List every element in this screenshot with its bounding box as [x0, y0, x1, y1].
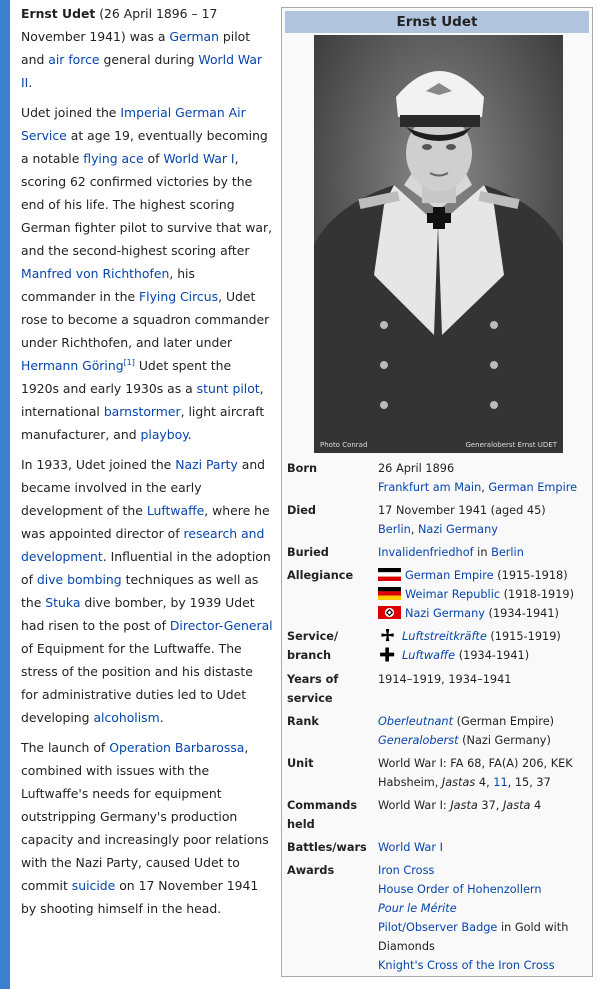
- link-flying-ace[interactable]: flying ace: [83, 151, 144, 166]
- infobox: Ernst Udet Photo Conrad Generaloberst Ernst UDET Born 26 April 1896 Frankfurt am Main, German Empire Died 17 November 1941 (aged 45) Berlin, Nazi Germany Buried Invalidenfriedhof in Berlin Allegiance German Empire (1915-1918) Weimar Republic (1918-1919) Nazi Germany (1934-1941) Service/ branch Luftstreitkräfte (1915-1919) Luftwaffe (1934-1941) Years of service 1914–1919, 1934–1941 Rank Oberleutnant (German Empire) Generaloberst (Nazi Germany) Unit World War I: FA 68, FA(A) 206, KEK Habsheim, Jastas 4, 11, 15, 37 Commands held World War I: Jasta 37, Jasta 4 Battles/wars World War I Awards Iron Cross House Order of Hohenzollern Pour le Mérite Pilot/Observer Badge in Gold with Diamonds Knight's Cross of the Iron Cross: [281, 7, 593, 977]
- iron-cross-icon: [378, 627, 398, 644]
- subject-name: Ernst Udet: [21, 6, 96, 21]
- label-allegiance: Allegiance: [287, 569, 354, 582]
- portrait-photo-image: [314, 35, 563, 453]
- weimar-republic-flag-icon: [378, 587, 401, 600]
- link-director-general[interactable]: Director-General: [169, 618, 273, 633]
- link-nazi-germany[interactable]: Nazi Germany: [405, 607, 485, 620]
- link-stunt-pilot[interactable]: stunt pilot: [196, 381, 260, 396]
- label-service-years: service: [287, 692, 333, 705]
- link-oberleutnant[interactable]: Oberleutnant: [378, 715, 454, 728]
- reference-link[interactable]: [1]: [123, 357, 135, 367]
- label-born: Born: [287, 462, 317, 475]
- years-of-service-value: 1914–1919, 1934–1941: [378, 673, 512, 686]
- died-date: 17 November 1941 (aged 45): [378, 504, 546, 517]
- born-date: 26 April 1896: [378, 462, 455, 475]
- link-weimar-republic[interactable]: Weimar Republic: [405, 588, 501, 601]
- link-imperial-german-air-service[interactable]: Imperial German Air Service: [21, 105, 246, 143]
- commands-value: World War I: Jasta 37, Jasta 4: [378, 799, 542, 812]
- link-berlin-buried[interactable]: Berlin: [491, 546, 524, 559]
- link-generaloberst[interactable]: Generaloberst: [378, 734, 459, 747]
- german-empire-flag-icon: [378, 568, 401, 581]
- label-died: Died: [287, 504, 316, 517]
- allegiance-german-empire: German Empire (1915-1918): [378, 566, 592, 585]
- link-manfred-von-richthofen[interactable]: Manfred von Richthofen: [21, 266, 170, 281]
- link-world-war-i-battles[interactable]: World War I: [378, 841, 443, 854]
- link-invalidenfriedhof[interactable]: Invalidenfriedhof: [378, 546, 474, 559]
- link-luftwaffe-branch[interactable]: Luftwaffe: [402, 649, 456, 662]
- link-german-empire[interactable]: German Empire: [405, 569, 494, 582]
- link-research-and-development[interactable]: research and development: [21, 526, 265, 564]
- link-berlin-died[interactable]: Berlin: [378, 523, 411, 536]
- link-hermann-goring[interactable]: Hermann Göring: [21, 358, 124, 373]
- link-playboy[interactable]: playboy: [140, 427, 188, 442]
- paragraph-death: The launch of Operation Barbarossa, combined with issues with the Luftwaffe's needs for equipment outstripping Germany's production capacity and increasingly poor relations with the Nazi Party, caused Udet to commit suicide on 17 November 1941 by shooting himself in the head.: [21, 740, 269, 916]
- link-german[interactable]: German: [169, 29, 219, 44]
- label-awards: Awards: [287, 864, 335, 877]
- label-held: held: [287, 818, 315, 831]
- link-pilot-observer-badge[interactable]: Pilot/Observer Badge: [378, 921, 498, 934]
- link-luftstreitkrafte[interactable]: Luftstreitkräfte: [402, 630, 487, 643]
- link-nazi-germany-died[interactable]: Nazi Germany: [417, 523, 498, 536]
- label-service: Service/: [287, 630, 339, 643]
- link-iron-cross[interactable]: Iron Cross: [378, 864, 435, 877]
- unit-line-1: World War I: FA 68, FA(A) 206, KEK: [378, 757, 573, 770]
- link-world-war-ii[interactable]: World War II: [21, 52, 263, 90]
- portrait-photo[interactable]: [314, 35, 563, 453]
- photo-caption: Generaloberst Ernst UDET: [465, 441, 557, 449]
- label-years-of: Years of: [287, 673, 339, 686]
- paragraph-luftwaffe: In 1933, Udet joined the Nazi Party and became involved in the early development of the Luftwaffe, where he was appointed director of research and development. Influential in the adoption of dive bombing techniques as well as the Stuka dive bomber, by 1939 Udet had risen to the post of Director-General of Equipment for the Luftwaffe. The stress of the position and his distaste for administrative duties led to Udet developing alcoholism.: [21, 457, 273, 725]
- link-knights-cross[interactable]: Knight's Cross of the Iron Cross: [378, 959, 555, 972]
- link-frankfurt[interactable]: Frankfurt am Main: [378, 481, 482, 494]
- link-alcoholism[interactable]: alcoholism: [93, 710, 160, 725]
- link-world-war-i[interactable]: World War I: [163, 151, 235, 166]
- label-commands: Commands: [287, 799, 358, 812]
- paragraph-intro: Ernst Udet (26 April 1896 – 17 November 1941) was a German pilot and air force general during World War II.: [21, 6, 263, 90]
- article-body: [21, 2, 273, 927]
- link-stuka[interactable]: Stuka: [45, 595, 81, 610]
- link-luftwaffe[interactable]: Luftwaffe: [146, 503, 205, 518]
- nazi-germany-flag-icon: [378, 606, 401, 619]
- infobox-title: Ernst Udet: [285, 11, 589, 33]
- branch-luftwaffe: Luftwaffe (1934-1941): [378, 646, 592, 665]
- link-suicide[interactable]: suicide: [71, 878, 116, 893]
- link-operation-barbarossa[interactable]: Operation Barbarossa: [109, 740, 245, 755]
- paragraph-ww1: Udet joined the Imperial German Air Service at age 19, eventually becoming a notable flying ace of World War I, scoring 62 confirmed victories by the end of his life. The highest scoring German fighter pilot to survive that war, and the second-highest scoring after Manfred von Richthofen, his commander in the Flying Circus, Udet rose to become a squadron commander under Richthofen, and later under Hermann Göring[1] Udet spent the 1920s and early 1930s as a stunt pilot, international barnstormer, light aircraft manufacturer, and playboy.: [21, 105, 273, 442]
- photo-credit: Photo Conrad: [320, 441, 368, 449]
- balkenkreuz-icon: [378, 646, 398, 663]
- label-branch: branch: [287, 649, 332, 662]
- branch-luftstreitkrafte: Luftstreitkräfte (1915-1919): [378, 627, 592, 646]
- label-rank: Rank: [287, 715, 319, 728]
- label-buried: Buried: [287, 546, 329, 559]
- page-left-accent-bar: [0, 0, 10, 989]
- link-jasta-11[interactable]: 11: [493, 776, 508, 789]
- allegiance-nazi-germany: Nazi Germany (1934-1941): [378, 604, 592, 623]
- label-unit: Unit: [287, 757, 314, 770]
- link-german-empire-born[interactable]: German Empire: [488, 481, 578, 494]
- link-pour-le-merite[interactable]: Pour le Mérite: [378, 902, 457, 915]
- link-flying-circus[interactable]: Flying Circus: [139, 289, 219, 304]
- link-dive-bombing[interactable]: dive bombing: [36, 572, 122, 587]
- unit-line-2: Habsheim, Jastas 4, 11, 15, 37: [378, 776, 551, 789]
- allegiance-weimar-republic: Weimar Republic (1918-1919): [378, 585, 592, 604]
- link-barnstormer[interactable]: barnstormer: [103, 404, 181, 419]
- link-house-order-hohenzollern[interactable]: House Order of Hohenzollern: [378, 883, 542, 896]
- link-nazi-party[interactable]: Nazi Party: [175, 457, 238, 472]
- label-battles-wars: Battles/wars: [287, 841, 367, 854]
- link-air-force[interactable]: air force: [48, 52, 100, 67]
